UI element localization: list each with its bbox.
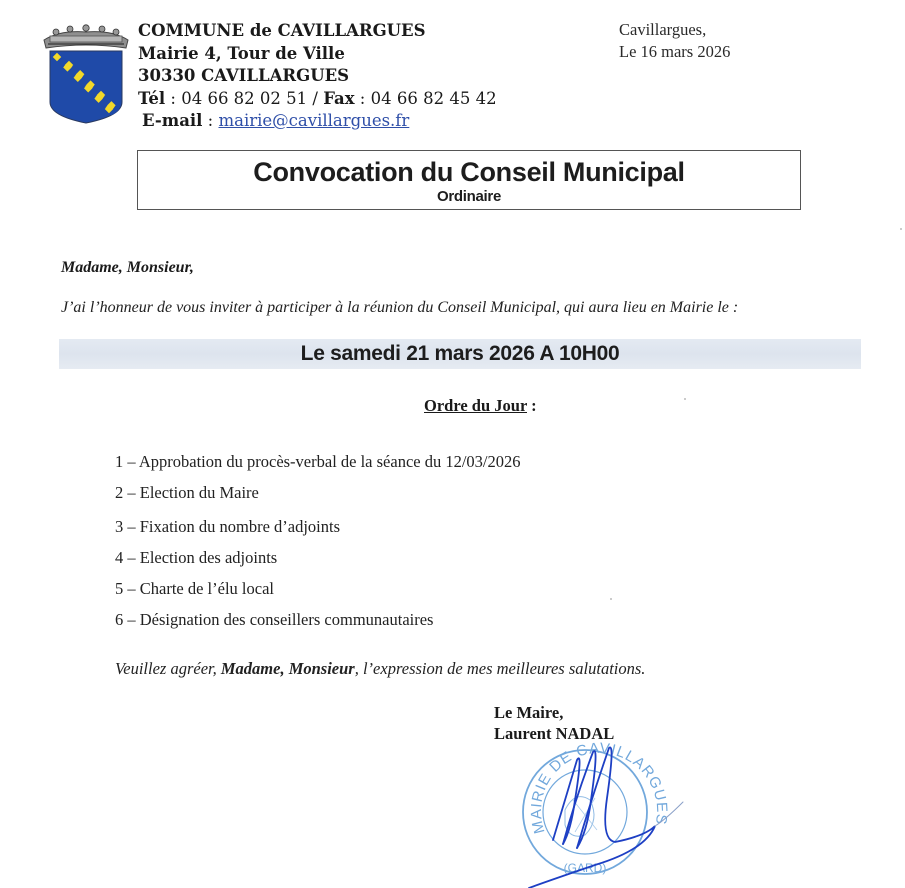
invitation-text: J’ai l’honneur de vous inviter à participer à la réunion du Conseil Municipal, qui aura lieu en Mairie le : <box>61 299 739 316</box>
email-line <box>138 110 497 133</box>
agenda-list <box>115 452 521 641</box>
closing-suffix: , l’expression de mes meilleures salutations. <box>354 659 646 678</box>
agenda-item-number: 6 <box>115 610 124 629</box>
stamp-subtext: (GARD) <box>563 861 607 875</box>
meeting-datetime: Le samedi 21 mars 2026 A 10H00 <box>300 342 620 365</box>
crown-icon <box>44 25 128 48</box>
closing-prefix: Veuillez agréer, <box>115 659 221 678</box>
agenda-item-separator: – <box>123 610 140 629</box>
agenda-item <box>115 483 521 517</box>
agenda-title-colon: : <box>527 396 537 415</box>
agenda-item <box>115 579 521 610</box>
scan-artifact <box>610 598 612 600</box>
agenda-item-text: Charte de l’élu local <box>139 579 274 598</box>
official-stamp-and-signature <box>505 740 695 888</box>
crest-lozenge <box>127 123 132 124</box>
crest-lozenge <box>121 119 129 124</box>
scan-artifact <box>684 398 686 400</box>
postal-line: 30330 CAVILLARGUES <box>138 66 350 85</box>
stamp-icon <box>523 740 670 875</box>
tel-label: Tél <box>138 88 166 108</box>
agenda-item-text: Election des adjoints <box>139 548 278 567</box>
svg-text:MAIRIE DE CAVILLARGUES <box>528 740 670 835</box>
agenda-item-number: 4 <box>115 548 124 567</box>
agenda-item-text: Approbation du procès-verbal de la séance du 12/03/2026 <box>138 452 521 471</box>
agenda-title: Ordre du Jour <box>424 396 527 415</box>
agenda-item-separator: – <box>123 452 139 471</box>
agenda-item <box>115 452 521 483</box>
phone-fax-line <box>138 88 497 111</box>
agenda-item <box>115 610 521 641</box>
email-label: E-mail <box>142 111 203 130</box>
place-and-date <box>619 19 730 63</box>
agenda-item-text: Désignation des conseillers communautaires <box>139 610 434 629</box>
signatory-role: Le Maire, <box>494 703 564 722</box>
agenda-item-separator: – <box>123 483 140 502</box>
agenda-item-number: 5 <box>115 579 124 598</box>
letter-date: Le 16 mars 2026 <box>619 42 731 61</box>
crest-lozenge <box>128 122 132 124</box>
tel-value: : 04 66 82 02 51 / <box>165 88 324 108</box>
crest-lozenge <box>116 114 124 122</box>
crest-lozenge <box>118 112 126 120</box>
agenda-item-separator: – <box>123 517 140 536</box>
agenda-item-text: Fixation du nombre d’adjoints <box>139 517 341 536</box>
agenda-heading <box>424 396 537 416</box>
address-line: Mairie 4, Tour de Ville <box>138 43 345 63</box>
signatory-name: Laurent NADAL <box>494 724 615 743</box>
email-link[interactable]: mairie@cavillargues.fr <box>218 111 410 130</box>
salutation: Madame, Monsieur, <box>61 259 194 276</box>
document-subtitle: Ordinaire <box>437 188 501 205</box>
agenda-item-separator: – <box>123 579 140 598</box>
agenda-item <box>115 517 521 548</box>
crest-lozenge <box>122 118 130 124</box>
stamp-text: MAIRIE DE CAVILLARGUES <box>527 740 671 836</box>
closing-bold: Madame, Monsieur <box>220 659 355 678</box>
agenda-item-text: Election du Maire <box>139 483 259 502</box>
meeting-date-band <box>59 339 861 369</box>
organization-name: COMMUNE de CAVILLARGUES <box>138 21 426 40</box>
coat-of-arms-icon <box>40 24 132 124</box>
crest-lozenge <box>115 115 123 123</box>
agenda-item-number: 2 <box>115 483 124 502</box>
email-separator: : <box>202 111 219 130</box>
document-title: Convocation du Conseil Municipal <box>253 157 685 187</box>
crest-lozenge <box>120 120 128 124</box>
title-box <box>137 150 801 210</box>
sender-address-block <box>138 20 497 133</box>
agenda-item-number: 3 <box>115 517 124 536</box>
fax-label: Fax <box>323 88 355 108</box>
agenda-item-number: 1 <box>115 452 124 471</box>
place: Cavillargues, <box>619 20 707 39</box>
agenda-item-separator: – <box>123 548 140 567</box>
agenda-item <box>115 548 521 579</box>
fax-value: : 04 66 82 45 42 <box>354 88 497 108</box>
signatory-block <box>494 702 614 744</box>
crest-lozenge <box>117 113 125 121</box>
crest-lozenge <box>123 117 131 124</box>
closing-formula <box>115 659 645 679</box>
scan-artifact <box>900 228 902 230</box>
